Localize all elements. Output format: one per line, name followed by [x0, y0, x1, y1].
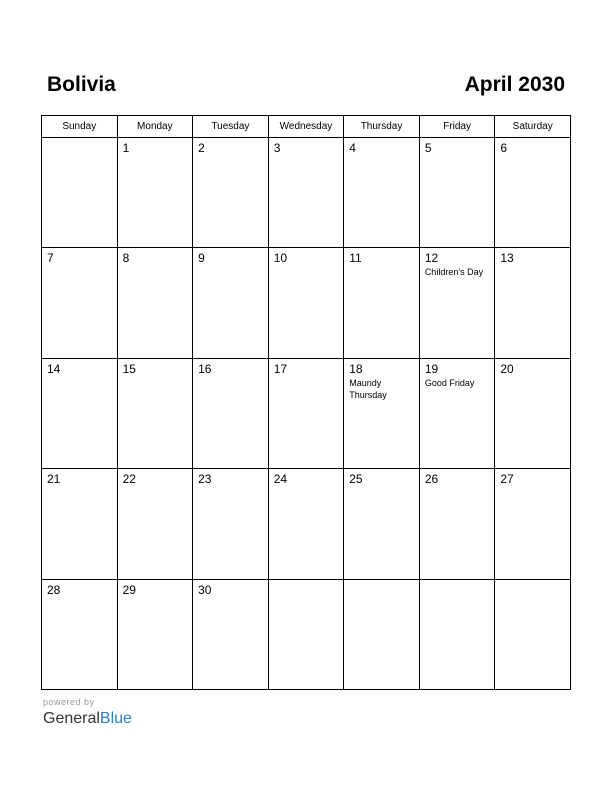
day-cell [193, 469, 269, 579]
brand-general-text: General [43, 710, 100, 727]
weekday-friday: Friday [419, 116, 495, 138]
weekday-tuesday: Tuesday [193, 116, 269, 138]
brand-blue-text: Blue [99, 710, 132, 727]
day-cell [42, 579, 118, 689]
day-number: 20 [500, 361, 514, 376]
day-number: 7 [47, 251, 54, 266]
day-number: 16 [198, 361, 212, 376]
day-cell [495, 579, 571, 689]
day-number: 29 [122, 582, 136, 597]
day-number: 22 [122, 472, 136, 487]
day-number: 23 [198, 472, 212, 487]
day-cell [344, 469, 420, 579]
weekday-wednesday: Wednesday [268, 116, 344, 138]
day-number: 19 [424, 361, 439, 376]
day-number: 5 [424, 141, 432, 155]
day-number: 1 [122, 141, 130, 155]
week-row [42, 358, 571, 468]
day-number: 26 [424, 472, 439, 487]
day-cell [117, 358, 193, 468]
day-cell [495, 358, 571, 468]
day-number: 27 [500, 472, 514, 487]
day-cell [42, 138, 118, 248]
day-cell [495, 469, 571, 579]
day-cell [419, 248, 495, 358]
weekday-header-row [42, 116, 571, 138]
weekday-monday: Monday [117, 116, 193, 138]
day-number: 12 [424, 251, 439, 266]
day-cell [495, 248, 571, 358]
day-cell [344, 579, 420, 689]
day-cell [117, 469, 193, 579]
holiday-label: Children’s Day [424, 267, 484, 278]
holiday-label: Good Friday [424, 377, 475, 388]
day-number: 15 [122, 361, 136, 376]
footer-branding [43, 697, 132, 729]
day-number: 10 [273, 251, 288, 266]
day-number: 21 [47, 472, 61, 487]
country-title: Bolivia [47, 73, 116, 96]
weekday-sunday: Sunday [42, 116, 118, 138]
day-number: 8 [122, 251, 130, 266]
day-cell [419, 579, 495, 689]
day-cell [268, 469, 344, 579]
day-number: 2 [198, 141, 205, 155]
day-number: 25 [349, 472, 363, 487]
week-row [42, 469, 571, 579]
day-number: 3 [273, 141, 281, 155]
calendar-header [47, 70, 565, 100]
day-cell [268, 138, 344, 248]
day-cell [42, 358, 118, 468]
day-cell [193, 358, 269, 468]
day-cell [193, 248, 269, 358]
day-number: 6 [500, 141, 508, 155]
day-number: 18 [349, 361, 363, 376]
day-number: 11 [349, 251, 362, 266]
day-cell [268, 579, 344, 689]
day-cell [268, 358, 344, 468]
calendar-grid [41, 115, 571, 690]
day-cell [495, 138, 571, 248]
day-number: 28 [47, 582, 61, 597]
day-cell [117, 579, 193, 689]
day-number: 30 [198, 582, 212, 597]
generalblue-logo[interactable] [43, 709, 132, 729]
day-number: 17 [273, 361, 288, 376]
day-number: 13 [500, 251, 514, 266]
day-cell [419, 138, 495, 248]
day-number: 4 [349, 141, 356, 155]
day-number: 24 [273, 472, 288, 487]
day-cell [42, 469, 118, 579]
day-cell [42, 248, 118, 358]
week-row [42, 138, 571, 248]
day-cell [193, 579, 269, 689]
day-cell [344, 358, 420, 468]
holiday-label: Maundy Thursday [349, 377, 387, 400]
day-cell [344, 138, 420, 248]
weekday-saturday: Saturday [495, 116, 571, 138]
day-number: 9 [198, 251, 205, 266]
day-cell [117, 138, 193, 248]
week-row [42, 248, 571, 358]
day-cell [193, 138, 269, 248]
day-cell [344, 248, 420, 358]
week-row [42, 579, 571, 689]
day-cell [117, 248, 193, 358]
weekday-thursday: Thursday [344, 116, 420, 138]
month-title: April 2030 [464, 73, 565, 96]
day-number: 14 [47, 361, 61, 376]
day-cell [419, 469, 495, 579]
day-cell [419, 358, 495, 468]
powered-by-label: powered by [43, 697, 95, 707]
day-cell [268, 248, 344, 358]
